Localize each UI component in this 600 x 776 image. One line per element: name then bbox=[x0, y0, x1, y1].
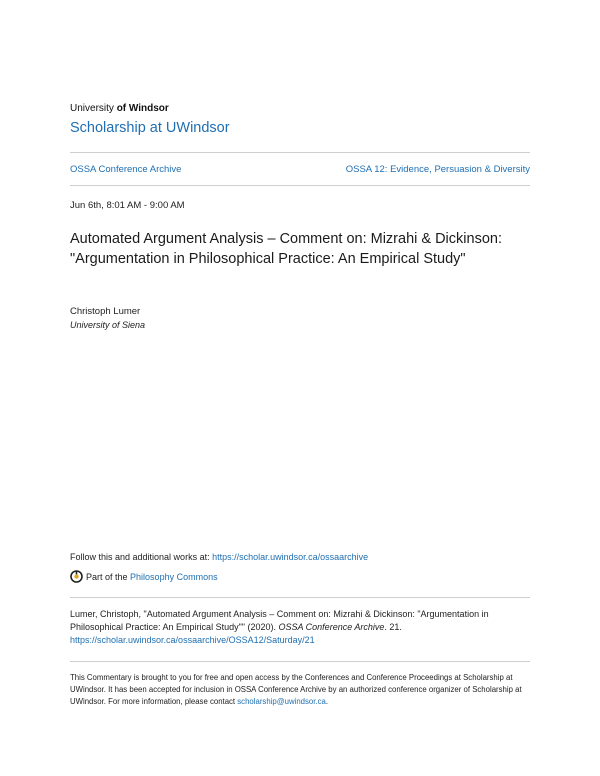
follow-prefix: Follow this and additional works at: bbox=[70, 552, 213, 562]
divider bbox=[70, 661, 530, 662]
breadcrumb bbox=[70, 164, 530, 175]
archive-url-link[interactable]: https://scholar.uwindsor.ca/ossaarchive bbox=[212, 552, 369, 562]
part-of-line bbox=[70, 570, 218, 583]
divider bbox=[70, 597, 530, 598]
divider bbox=[70, 185, 530, 186]
university-prefix: University bbox=[70, 103, 117, 114]
notice-text: This Commentary is brought to you for free and open access by the Conferences and Conference Proceedings at Scholarship at UWindsor. It has been accepted for inclusion in OSSA Conference Archive by an authorized conference organizer of Scholarship at UWindsor. For more information, please contact bbox=[70, 673, 522, 706]
follow-line bbox=[70, 552, 368, 562]
author-name: Christoph Lumer bbox=[70, 306, 141, 317]
citation-end: . 21. bbox=[384, 622, 402, 632]
citation-text: Lumer, Christoph, "Automated Argument Analysis – Comment on: Mizrahi & Dickinson: "Argumentation in Philosophical Practice: An Empirical Study"" (2020). bbox=[70, 609, 489, 632]
access-notice bbox=[70, 672, 530, 708]
breadcrumb-archive-link[interactable]: OSSA Conference Archive bbox=[70, 164, 182, 175]
citation-url-link[interactable]: https://scholar.uwindsor.ca/ossaarchive/OSSA12/Saturday/21 bbox=[70, 635, 315, 645]
university-bold: of Windsor bbox=[116, 103, 169, 114]
notice-end: . bbox=[325, 697, 328, 706]
breadcrumb-conference-link[interactable]: OSSA 12: Evidence, Persuasion & Diversity bbox=[345, 164, 530, 175]
article-title: Automated Argument Analysis – Comment on: Mizrahi & Dickinson: "Argumentation in Philosophical Practice: An Empirical Study" bbox=[70, 231, 502, 267]
session-date: Jun 6th, 8:01 AM - 9:00 AM bbox=[70, 200, 185, 211]
citation-journal: OSSA Conference Archive bbox=[278, 622, 385, 632]
contact-email-link[interactable]: scholarship@uwindsor.ca bbox=[237, 697, 326, 706]
philosophy-commons-link[interactable]: Philosophy Commons bbox=[130, 571, 218, 582]
author-affiliation: University of Siena bbox=[70, 320, 146, 330]
creative-commons-icon bbox=[70, 570, 83, 583]
divider bbox=[70, 152, 530, 153]
university-name bbox=[70, 103, 169, 114]
site-title-link[interactable]: Scholarship at UWindsor bbox=[70, 120, 230, 136]
part-of-prefix: Part of the bbox=[86, 571, 128, 582]
recommended-citation bbox=[70, 608, 530, 647]
